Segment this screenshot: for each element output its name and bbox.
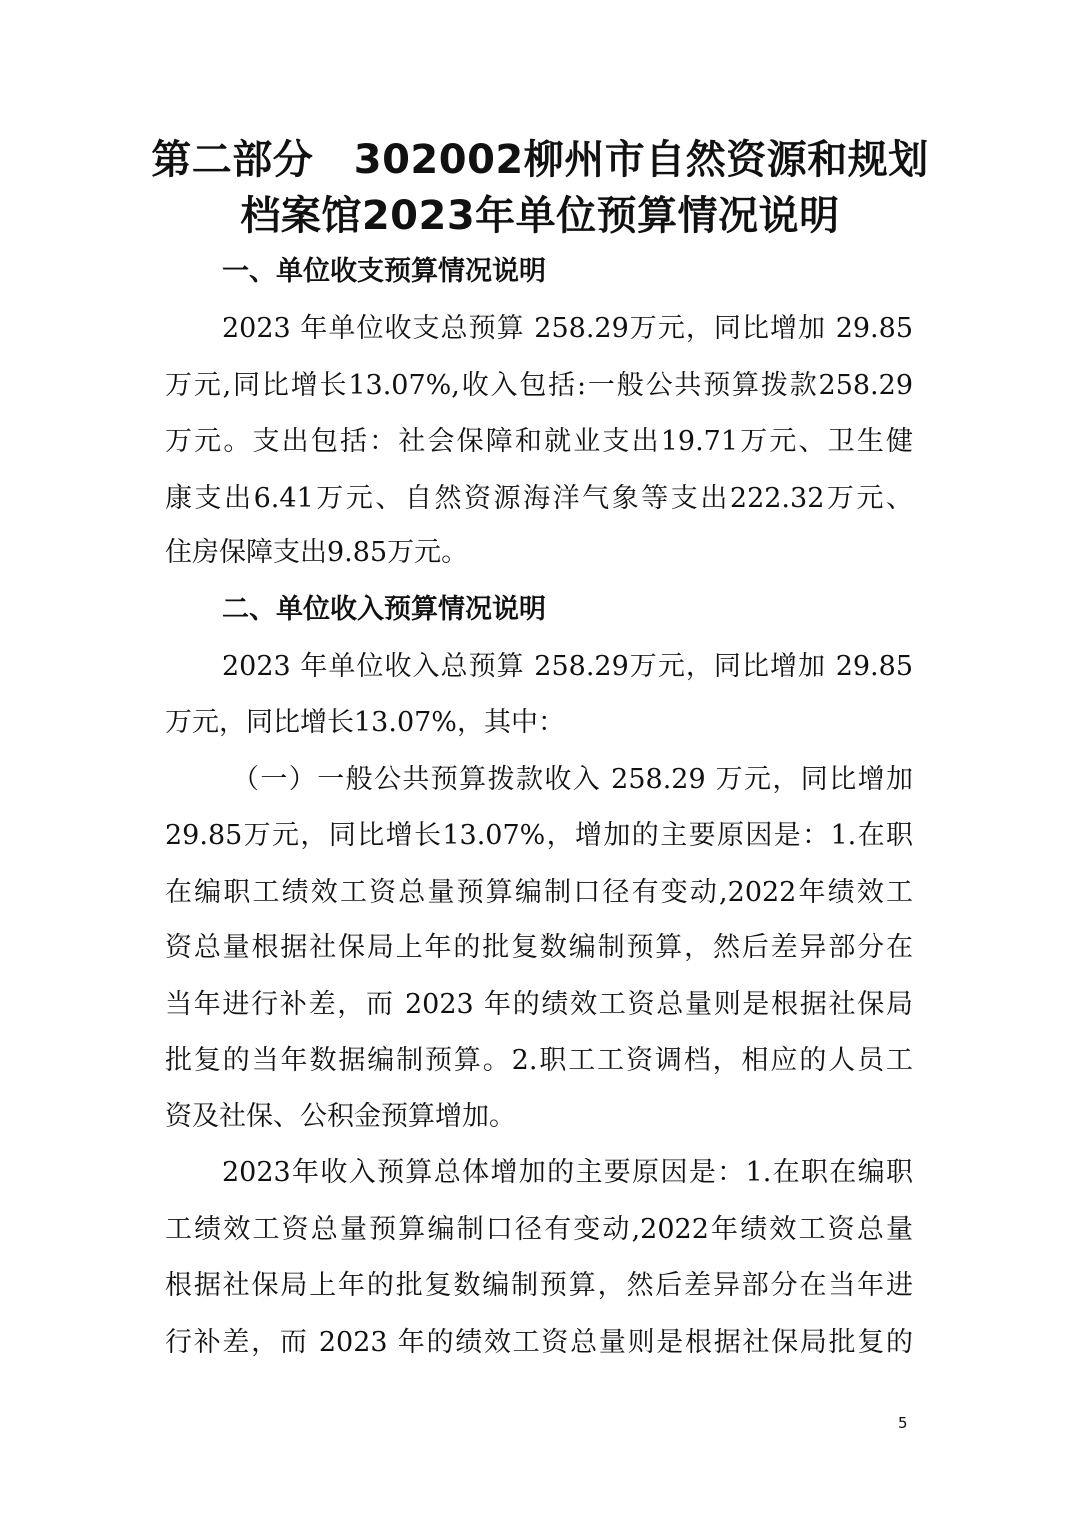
paragraph-line: 29.85万元，同比增长13.07%，增加的主要原因是：1.在职	[165, 820, 913, 851]
paragraph-line: 万元,同比增长13.07%,收入包括:一般公共预算拨款258.29	[165, 370, 913, 401]
page-number: 5	[898, 1414, 908, 1432]
paragraph-line: 批复的当年数据编制预算。2.职工工资调档，相应的人员工	[165, 1045, 913, 1076]
paragraph-line: 万元，同比增长13.07%，其中：	[165, 707, 565, 738]
paragraph-line: 万元。支出包括：社会保障和就业支出19.71万元、卫生健	[165, 426, 913, 457]
section-heading-income: 二、单位收入预算情况说明	[222, 594, 546, 625]
paragraph-line: 行补差，而 2023 年的绩效工资总量则是根据社保局批复的	[165, 1327, 913, 1358]
paragraph-line: 根据社保局上年的批复数编制预算，然后差异部分在当年进	[165, 1270, 913, 1301]
paragraph-line: 在编职工绩效工资总量预算编制口径有变动,2022年绩效工	[165, 877, 913, 908]
paragraph-line: 2023 年单位收入总预算 258.29万元，同比增加 29.85	[222, 651, 913, 682]
paragraph-line: 康支出6.41万元、自然资源海洋气象等支出222.32万元、	[165, 483, 913, 514]
paragraph-line: 当年进行补差，而 2023 年的绩效工资总量则是根据社保局	[165, 989, 913, 1020]
paragraph-line: 2023年收入预算总体增加的主要原因是：1.在职在编职	[222, 1157, 913, 1188]
paragraph-line: 住房保障支出9.85万元。	[165, 537, 469, 568]
paragraph-line: 工绩效工资总量预算编制口径有变动,2022年绩效工资总量	[165, 1214, 913, 1245]
document-title-line-2: 档案馆2023年单位预算情况说明	[240, 193, 840, 239]
document-title-line-1: 第二部分 302002柳州市自然资源和规划	[151, 137, 929, 183]
paragraph-line: 2023 年单位收支总预算 258.29万元，同比增加 29.85	[222, 313, 913, 344]
paragraph-line: （一）一般公共预算拨款收入 258.29 万元，同比增加	[232, 764, 913, 795]
paragraph-line: 资总量根据社保局上年的批复数编制预算，然后差异部分在	[165, 932, 913, 963]
paragraph-line: 资及社保、公积金预算增加。	[165, 1101, 516, 1132]
section-heading-income-expense: 一、单位收支预算情况说明	[222, 256, 546, 287]
